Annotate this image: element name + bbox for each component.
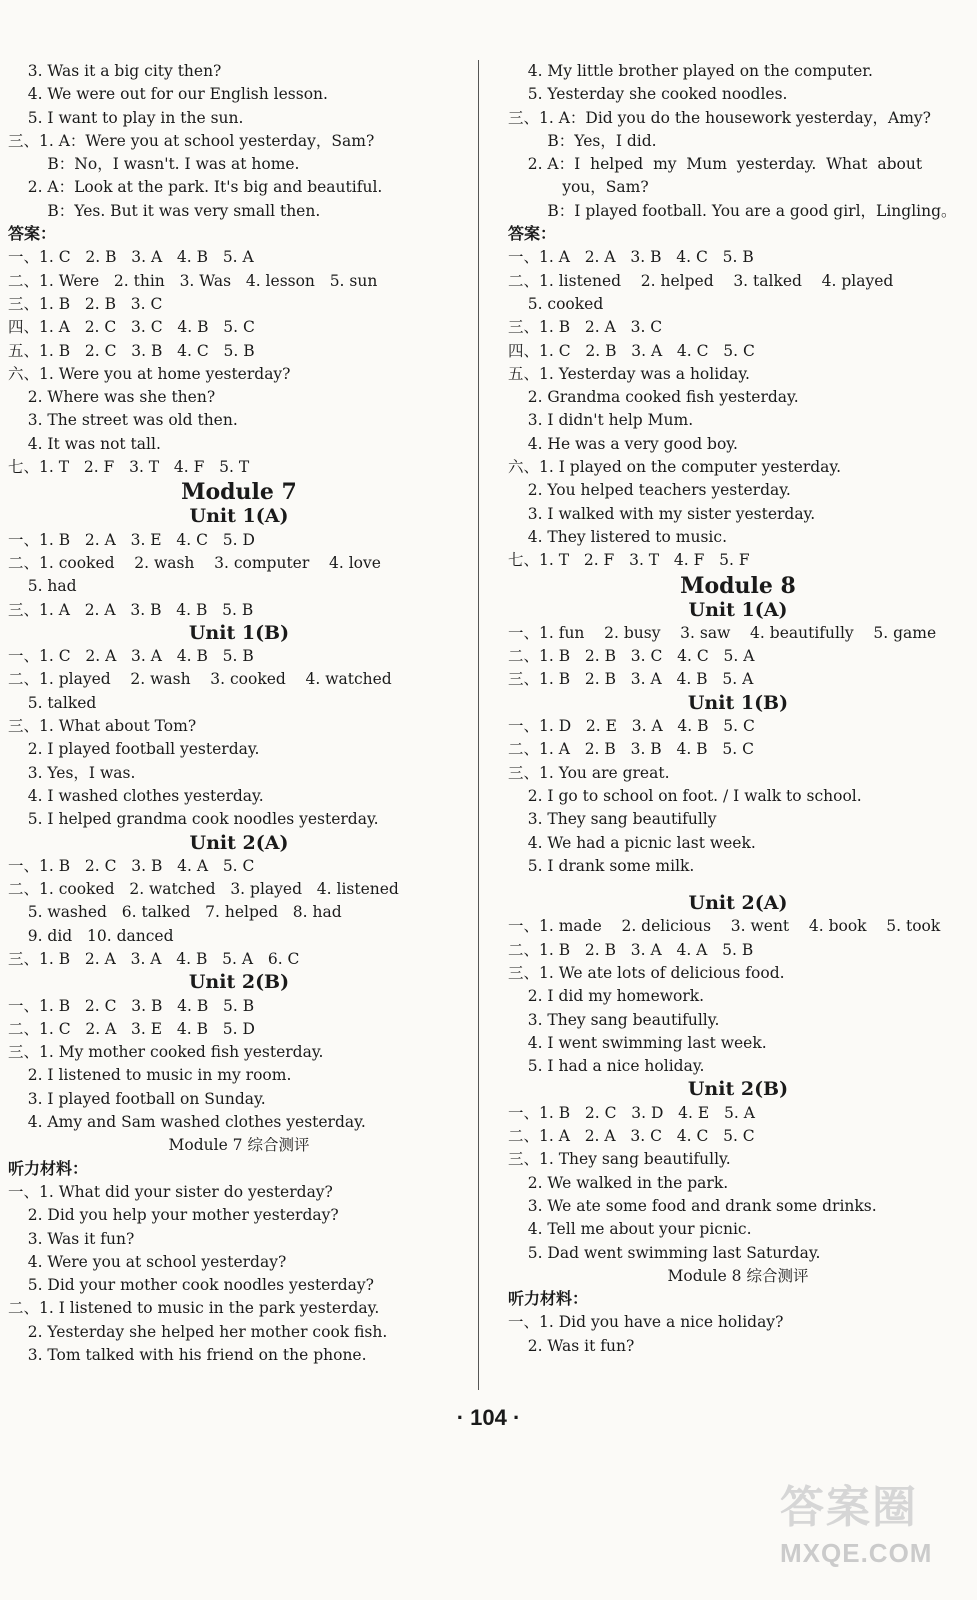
text-line: 三、1. You are great. [508,763,670,782]
text-line: 5. Dad went swimming last Saturday. [508,1243,821,1262]
text-line: 一、1. C 2. B 3. A 4. B 5. A [8,248,254,267]
text-line: 二、1. B 2. B 3. A 4. A 5. B [508,940,754,959]
module-heading: Module 7 [181,479,297,506]
text-line: 4. I went swimming last week. [508,1033,767,1052]
text-line: 一、1. B 2. C 3. D 4. E 5. A [508,1103,755,1122]
text-line: 三、1. We ate lots of delicious food. [508,963,785,982]
text-line: 2. I played football yesterday. [8,740,260,759]
section-label: 听力材料： [508,1291,589,1309]
text-line: 二、1. listened 2. helped 3. talked 4. played [508,271,894,290]
text-line: 3. The street was old then. [8,411,238,430]
spacer [508,878,968,892]
text-line: 二、1. A 2. B 3. B 4. B 5. C [508,740,754,759]
text-line: 4. Were you at school yesterday? [8,1252,287,1271]
text-line: 3. I didn't help Mum. [508,411,694,430]
unit-heading: Unit 2(B) [188,971,290,994]
text-line: 3. We ate some food and drank some drinks. [508,1196,877,1215]
unit-heading: Unit 1(B) [687,691,789,714]
watermark-cn: 答案圈 [780,1483,918,1532]
text-line: 3. They sang beautifully. [508,1010,720,1029]
text-line: B：No，I wasn't. I was at home. [8,155,300,174]
text-line: 五、1. Yesterday was a holiday. [508,364,750,383]
text-line: 三、1. B 2. A 3. C [508,318,663,337]
text-line: 2. You helped teachers yesterday. [508,481,791,500]
text-line: 5. had [8,577,77,596]
text-line: 一、1. A 2. A 3. B 4. C 5. B [508,248,754,267]
text-line: 3. They sang beautifully [508,810,717,829]
text-line: 一、1. B 2. A 3. E 4. C 5. D [8,530,255,549]
text-line: 六、1. I played on the computer yesterday. [508,458,842,477]
text-line: 一、1. D 2. E 3. A 4. B 5. C [508,717,755,736]
text-line: 5. I had a nice holiday. [508,1057,705,1076]
watermark-logo [780,1478,955,1588]
text-line: 9. did 10. danced [8,926,174,945]
text-line: 3. Was it a big city then? [8,62,222,80]
test-heading: Module 8 综合测评 [667,1266,809,1285]
text-line: 2. A：I helped my Mum yesterday. What about [508,155,923,174]
text-line: 2. We walked in the park. [508,1173,729,1192]
text-line: 4. He was a very good boy. [508,434,738,453]
text-line: 二、1. cooked 2. wash 3. computer 4. love [8,553,381,572]
text-line: 4. I washed clothes yesterday. [8,786,264,805]
text-line: 三、1. B 2. B 3. C [8,294,163,313]
text-line: 一、1. Did you have a nice holiday? [508,1313,784,1332]
module-heading: Module 8 [680,572,796,599]
text-line: B：Yes，I did. [508,131,657,150]
text-line: 二、1. cooked 2. watched 3. played 4. listened [8,880,399,899]
text-line: 5. washed 6. talked 7. helped 8. had [8,903,342,922]
section-label: 听力材料： [8,1160,89,1178]
text-line: 3. Was it fun? [8,1229,135,1248]
text-line: 4. They listered to music. [508,527,727,546]
test-heading: Module 7 综合测评 [168,1136,310,1155]
text-line: 二、1. B 2. B 3. C 4. C 5. A [508,647,755,666]
text-line: 三、1. B 2. B 3. A 4. B 5. A [508,670,754,689]
unit-heading: Unit 2(A) [189,831,289,854]
text-line: 三、1. My mother cooked fish yesterday. [8,1043,324,1062]
left-column [8,60,470,1367]
text-line: 三、1. What about Tom? [8,717,197,736]
text-line: 二、1. played 2. wash 3. cooked 4. watched [8,670,392,689]
text-line: 2. Where was she then? [8,388,216,407]
text-line: 2. Yesterday she helped her mother cook fish. [8,1322,388,1341]
text-line: you，Sam? [508,178,649,197]
text-line: 七、1. T 2. F 3. T 4. F 5. T [8,458,250,477]
text-line: 二、1. Were 2. thin 3. Was 4. lesson 5. sun [8,271,378,290]
text-line: 5. Did your mother cook noodles yesterday? [8,1276,374,1295]
text-line: 2. I did my homework. [508,987,705,1006]
text-line: 四、1. C 2. B 3. A 4. C 5. C [508,341,755,360]
text-line: 3. I walked with my sister yesterday. [508,504,816,523]
text-line: 二、1. C 2. A 3. E 4. B 5. D [8,1019,255,1038]
watermark-en: MXQE.COM [780,1538,933,1568]
text-line: 三、1. A 2. A 3. B 4. B 5. B [8,600,254,619]
text-line: 2. Was it fun? [508,1336,635,1355]
text-line: B：I played football. You are a good girl，Lingling。 [508,201,957,220]
text-line: 2. Did you help your mother yesterday? [8,1206,339,1225]
text-line: 2. I go to school on foot. / I walk to school. [508,786,862,805]
text-line: 一、1. fun 2. busy 3. saw 4. beautifully 5. game [508,623,937,642]
text-line: 三、1. They sang beautifully. [508,1150,731,1169]
text-line: 4. We were out for our English lesson. [8,85,328,104]
text-line: 5. I want to play in the sun. [8,108,244,127]
text-line: 4. My little brother played on the computer. [508,62,873,80]
text-line: 五、1. B 2. C 3. B 4. C 5. B [8,341,255,360]
text-line: 4. We had a picnic last week. [508,833,756,852]
text-line: 三、1. A：Did you do the housework yesterday，Amy? [508,108,931,127]
text-line: 七、1. T 2. F 3. T 4. F 5. F [508,551,750,570]
unit-heading: Unit 2(B) [687,1078,789,1101]
column-divider [478,60,479,1390]
text-line: 一、1. C 2. A 3. A 4. B 5. B [8,647,254,666]
text-line: 5. I helped grandma cook noodles yesterday. [8,810,379,829]
section-label: 答案： [8,226,57,244]
unit-heading: Unit 1(B) [188,621,290,644]
text-line: B：Yes. But it was very small then. [8,201,321,220]
text-line: 3. I played football on Sunday. [8,1089,266,1108]
text-line: 四、1. A 2. C 3. C 4. B 5. C [8,318,255,337]
text-line: 三、1. B 2. A 3. A 4. B 5. A 6. C [8,949,300,968]
text-line: 六、1. Were you at home yesterday? [8,364,291,383]
right-column [508,60,968,1358]
text-line: 5. I drank some milk. [508,856,695,875]
text-line: 5. Yesterday she cooked noodles. [508,85,788,104]
text-line: 2. I listened to music in my room. [8,1066,292,1085]
text-line: 一、1. What did your sister do yesterday? [8,1182,333,1201]
section-label: 答案： [508,226,557,244]
text-line: 一、1. B 2. C 3. B 4. B 5. B [8,996,255,1015]
unit-heading: Unit 2(A) [688,892,788,915]
text-line: 一、1. B 2. C 3. B 4. A 5. C [8,856,255,875]
text-line: 5. cooked [508,294,604,313]
text-line: 一、1. made 2. delicious 3. went 4. book 5. took [508,917,941,936]
text-line: 2. A：Look at the park. It's big and beautiful. [8,178,383,197]
unit-heading: Unit 1(A) [688,598,788,621]
text-line: 3. Yes，I was. [8,763,136,782]
text-line: 4. Amy and Sam washed clothes yesterday. [8,1113,366,1132]
text-line: 4. It was not tall. [8,434,161,453]
text-line: 二、1. I listened to music in the park yesterday. [8,1299,380,1318]
page-number: · 104 · [456,1405,521,1430]
text-line: 三、1. A：Were you at school yesterday，Sam? [8,131,375,150]
text-line: 4. Tell me about your picnic. [508,1220,752,1239]
text-line: 2. Grandma cooked fish yesterday. [508,388,799,407]
unit-heading: Unit 1(A) [189,505,289,528]
text-line: 二、1. A 2. A 3. C 4. C 5. C [508,1127,755,1146]
text-line: 5. talked [8,693,97,712]
text-line: 3. Tom talked with his friend on the phone. [8,1346,367,1365]
